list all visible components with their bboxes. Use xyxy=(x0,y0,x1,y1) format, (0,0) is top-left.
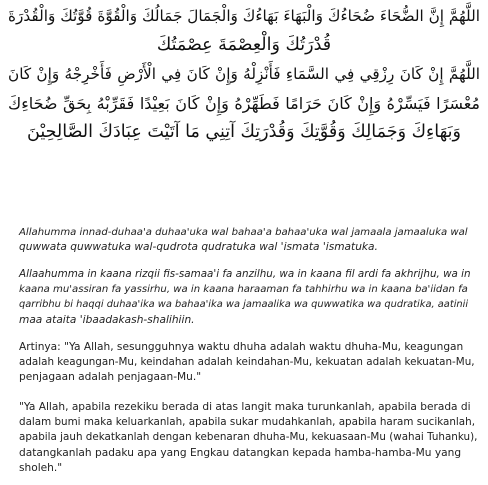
translation-2-line-4: datangkanlah padaku apa yang Engkau datangkan kepada hamba-hamba-Mu yang xyxy=(19,446,462,459)
arabic-line-3: اللَّهُمَّ إِنْ كَانَ رِزْقِي فِي السَّمَاءِ فَأَنْزِلْهُ وَإِنْ كَانَ فِي الْأَرْضِ فَأَخْرِجْهُ وَإِنْ كَانَ xyxy=(8,65,480,83)
translation-1-line-1: Artinya: "Ya Allah, sesungguhnya waktu dhuha adalah waktu dhuha-Mu, keagungan xyxy=(19,341,464,353)
translation-1-line-2: adalah keagungan-Mu, keindahan adalah keindahan-Mu, kekuatan adalah kekuatan-Mu, xyxy=(19,356,475,369)
latin-2-line-3: qarribhu bi haqqi duhaa'ika wa bahaa'ika wa jamaalika wa quwwatika wa qudratika, aatinii xyxy=(19,299,469,311)
translation-paragraph-2 xyxy=(19,400,479,476)
translation-2-line-5: sholeh." xyxy=(19,461,63,474)
translation-2-line-1: "Ya Allah, apabila rezekiku berada di atas langit maka turunkanlah, apabila berada di xyxy=(19,401,471,413)
arabic-line-5: وَبَهَاءِكَ وَجَمَالِكَ وَقُوَّتِكَ وَقُدْرَتِكَ آتِنِي مَا آتَيْتَ عِبَادَكَ الصَّالِحِيْنَ xyxy=(27,122,461,142)
latin-1-line-2: quwwata quwwatuka wal-qudrota qudratuka wal 'ismata 'ismatuka. xyxy=(19,241,378,254)
arabic-line-1: اللَّهُمَّ إِنَّ الضُّحَاءَ ضُحَاءُكَ وَالْبَهَاءَ بَهَاءُكَ وَالْجَمَالَ جَمَالُكَ وَالْقُوَّةَ قُوَّتُكَ وَالْقُدْرَةَ xyxy=(8,7,480,25)
translation-2-line-3: apabila jauh dekatkanlah dengan kebenaran dhuha-Mu, kekuasaan-Mu (wahai Tuhanku), xyxy=(19,431,478,444)
latin-2-line-4: maa ataita 'ibaadakash-shalihiin. xyxy=(19,313,195,326)
latin-2-line-1: Allaahumma in kaana rizqii fis-samaa'i fa anzilhu, wa in kaana fil ardi fa akhrijhu, wa in xyxy=(19,268,471,280)
translation-paragraph-1 xyxy=(19,340,479,386)
translation-1-line-3: penjagaan adalah penjagaan-Mu." xyxy=(19,371,202,384)
translation-2-line-2: dalam bumi maka keluarkanlah, apabila sukar mudahkanlah, apabila haram sucikanlah, xyxy=(19,416,475,429)
latin-transliteration-2 xyxy=(19,267,477,328)
arabic-prayer-text xyxy=(8,2,480,147)
latin-1-line-1: Allahumma innad-duhaa'a duhaa'uka wal bahaa'a bahaa'uka wal jamaala jamaaluka wal xyxy=(19,227,468,238)
arabic-line-4: مُعْسَرًا فَيَسِّرْهُ وَإِنْ كَانَ حَرَامًا فَطَهِّرْهُ وَإِنْ كَانَ بَعِيْدًا فَقَرِّبْهُ بِحَقِّ ضُحَاءِكَ xyxy=(8,94,480,113)
latin-2-line-2: kaana mu'assiran fa yassirhu, wa in kaana haraaman fa tahhirhu wa in kaana ba'iidan fa xyxy=(19,284,468,296)
arabic-line-2: قُدْرَتُكَ وَالْعِصْمَةَ عِصْمَتُكَ xyxy=(156,35,332,55)
latin-transliteration-1 xyxy=(19,225,477,255)
